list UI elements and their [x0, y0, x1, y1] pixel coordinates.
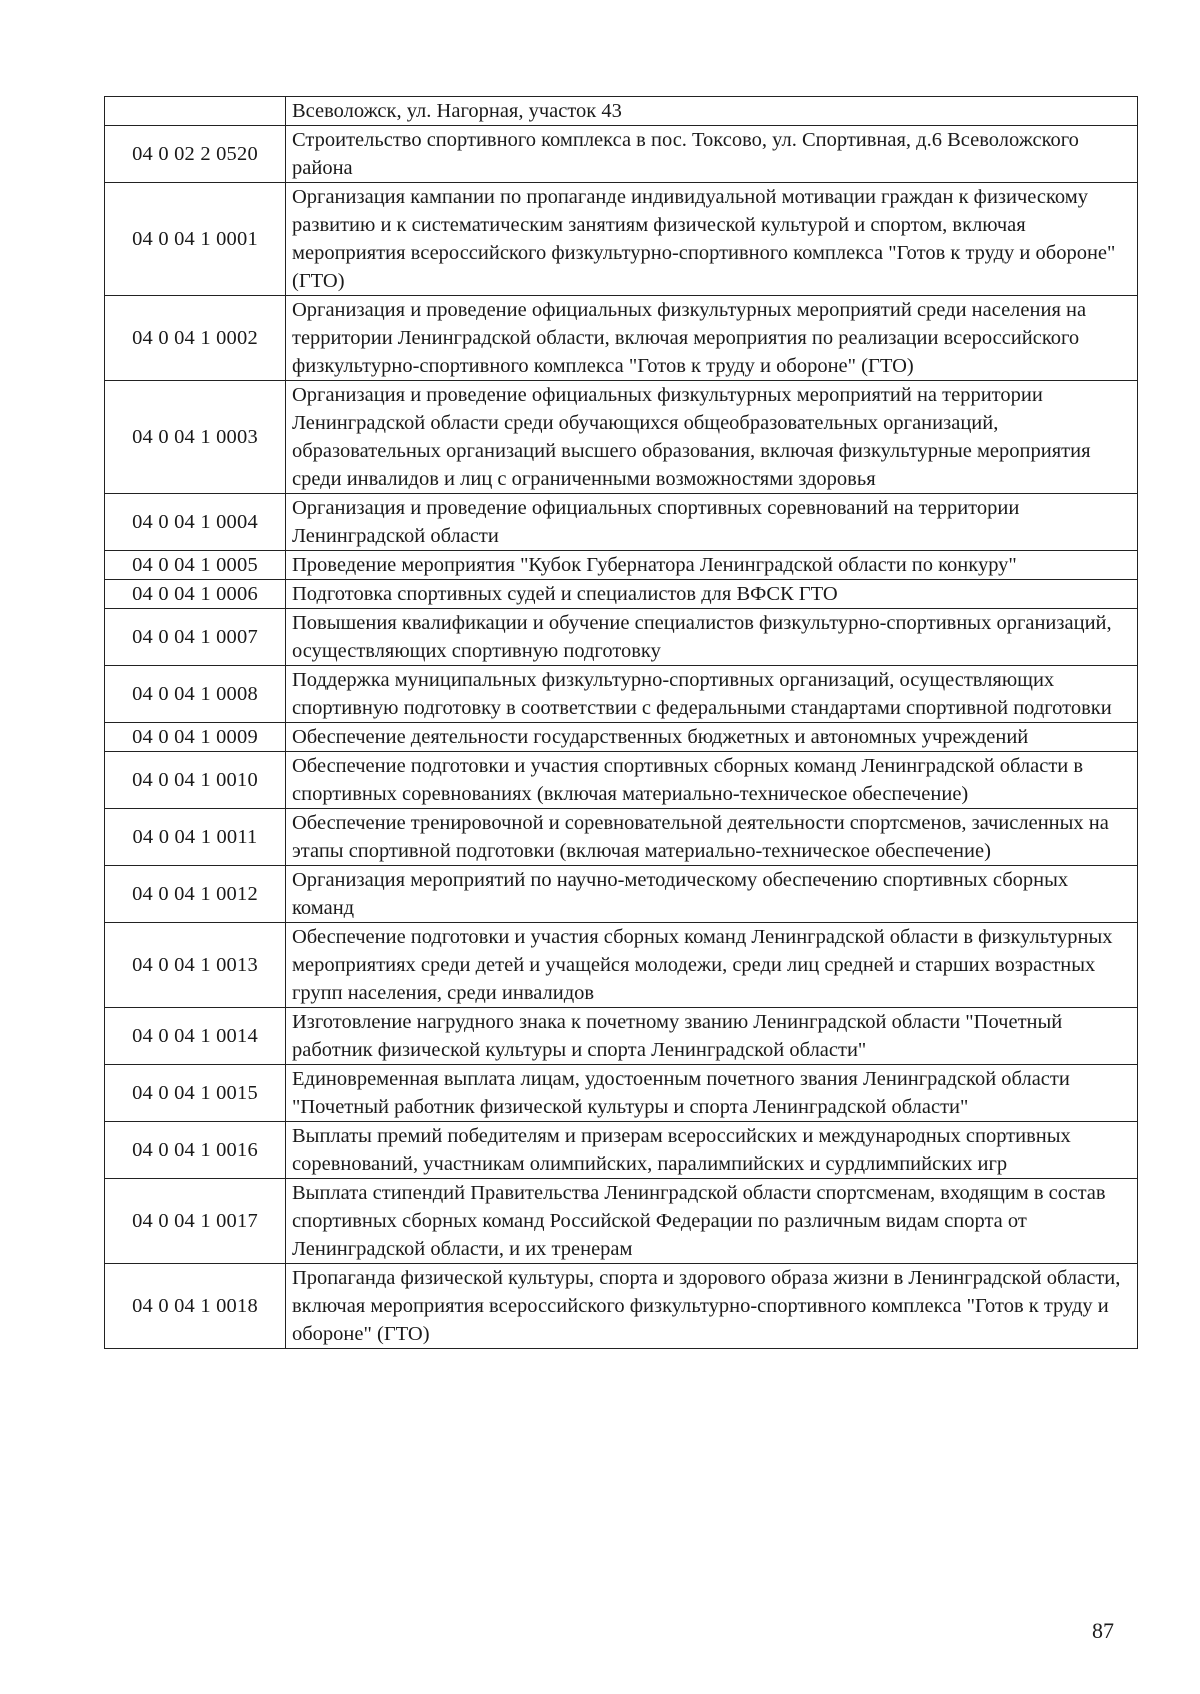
row-code-cell: 04 0 04 1 0003 [105, 381, 286, 494]
table-row [105, 183, 1138, 296]
table-row [105, 580, 1138, 609]
row-description-cell: Организация и проведение официальных физкультурных мероприятий среди населения на территории Ленинградской области, включая мероприятия по реализации всероссийского физкультурно-спортивного комплекса "Готов к труду и обороне" (ГТО) [286, 296, 1138, 381]
row-code-cell: 04 0 04 1 0016 [105, 1122, 286, 1179]
table-row [105, 609, 1138, 666]
row-code-cell: 04 0 04 1 0015 [105, 1065, 286, 1122]
row-code-cell: 04 0 04 1 0007 [105, 609, 286, 666]
row-description-cell: Повышения квалификации и обучение специалистов физкультурно-спортивных организаций, осуществляющих спортивную подготовку [286, 609, 1138, 666]
budget-codes-table [104, 96, 1138, 1349]
table-row [105, 1008, 1138, 1065]
table-body [105, 97, 1138, 1349]
row-description-cell: Строительство спортивного комплекса в пос. Токсово, ул. Спортивная, д.6 Всеволожского района [286, 126, 1138, 183]
row-description-cell: Изготовление нагрудного знака к почетному званию Ленинградской области "Почетный работник физической культуры и спорта Ленинградской области" [286, 1008, 1138, 1065]
row-description-cell: Организация и проведение официальных физкультурных мероприятий на территории Ленинградской области среди обучающихся общеобразовательных организаций, образовательных организаций высшего образования, включая физкультурные мероприятия среди инвалидов и лиц с ограниченными возможностями здоровья [286, 381, 1138, 494]
row-description-cell: Организация и проведение официальных спортивных соревнований на территории Ленинградской области [286, 494, 1138, 551]
row-description-cell: Пропаганда физической культуры, спорта и здорового образа жизни в Ленинградской области, включая мероприятия всероссийского физкультурно-спортивного комплекса "Готов к труду и обороне" (ГТО) [286, 1264, 1138, 1349]
row-description-cell: Поддержка муниципальных физкультурно-спортивных организаций, осуществляющих спортивную подготовку в соответствии с федеральными стандартами спортивной подготовки [286, 666, 1138, 723]
row-description-cell: Организация мероприятий по научно-методическому обеспечению спортивных сборных команд [286, 866, 1138, 923]
table-row [105, 551, 1138, 580]
table-row [105, 1264, 1138, 1349]
page-number: 87 [1092, 1618, 1114, 1643]
table-row [105, 1122, 1138, 1179]
row-description-cell: Обеспечение подготовки и участия сборных команд Ленинградской области в физкультурных мероприятиях среди детей и учащейся молодежи, среди лиц средней и старших возрастных групп населения, среди инвалидов [286, 923, 1138, 1008]
row-code-cell: 04 0 04 1 0009 [105, 723, 286, 752]
table-row [105, 296, 1138, 381]
row-description-cell: Обеспечение подготовки и участия спортивных сборных команд Ленинградской области в спортивных соревнованиях (включая материально-техническое обеспечение) [286, 752, 1138, 809]
row-description-cell: Проведение мероприятия "Кубок Губернатора Ленинградской области по конкуру" [286, 551, 1138, 580]
table-row [105, 1065, 1138, 1122]
row-code-cell: 04 0 04 1 0005 [105, 551, 286, 580]
row-description-cell: Выплаты премий победителям и призерам всероссийских и международных спортивных соревнований, участникам олимпийских, паралимпийских и сурдлимпийских игр [286, 1122, 1138, 1179]
row-description-cell: Подготовка спортивных судей и специалистов для ВФСК ГТО [286, 580, 1138, 609]
table-row [105, 381, 1138, 494]
row-code-cell: 04 0 04 1 0008 [105, 666, 286, 723]
row-code-cell: 04 0 04 1 0006 [105, 580, 286, 609]
row-code-cell: 04 0 04 1 0017 [105, 1179, 286, 1264]
row-code-cell: 04 0 04 1 0018 [105, 1264, 286, 1349]
table-row [105, 666, 1138, 723]
row-description-cell: Всеволожск, ул. Нагорная, участок 43 [286, 97, 1138, 126]
row-code-cell: 04 0 04 1 0002 [105, 296, 286, 381]
table-row [105, 1179, 1138, 1264]
row-code-cell: 04 0 04 1 0010 [105, 752, 286, 809]
table-row [105, 752, 1138, 809]
row-code-cell: 04 0 04 1 0012 [105, 866, 286, 923]
row-description-cell: Организация кампании по пропаганде индивидуальной мотивации граждан к физическому развитию и к систематическим занятиям физической культурой и спортом, включая мероприятия всероссийского физкультурно-спортивного комплекса "Готов к труду и обороне" (ГТО) [286, 183, 1138, 296]
row-code-cell: 04 0 04 1 0011 [105, 809, 286, 866]
row-code-cell [105, 97, 286, 126]
table-row [105, 494, 1138, 551]
table-row [105, 97, 1138, 126]
row-code-cell: 04 0 04 1 0004 [105, 494, 286, 551]
row-description-cell: Обеспечение тренировочной и соревновательной деятельности спортсменов, зачисленных на этапы спортивной подготовки (включая материально-техническое обеспечение) [286, 809, 1138, 866]
row-description-cell: Обеспечение деятельности государственных бюджетных и автономных учреждений [286, 723, 1138, 752]
row-code-cell: 04 0 04 1 0014 [105, 1008, 286, 1065]
table-row [105, 866, 1138, 923]
row-description-cell: Единовременная выплата лицам, удостоенным почетного звания Ленинградской области "Почетный работник физической культуры и спорта Ленинградской области" [286, 1065, 1138, 1122]
table-row [105, 126, 1138, 183]
row-code-cell: 04 0 04 1 0001 [105, 183, 286, 296]
row-code-cell: 04 0 04 1 0013 [105, 923, 286, 1008]
table-row [105, 809, 1138, 866]
table-row [105, 923, 1138, 1008]
row-description-cell: Выплата стипендий Правительства Ленинградской области спортсменам, входящим в состав спортивных сборных команд Российской Федерации по различным видам спорта от Ленинградской области, и их тренерам [286, 1179, 1138, 1264]
table-row [105, 723, 1138, 752]
row-code-cell: 04 0 02 2 0520 [105, 126, 286, 183]
